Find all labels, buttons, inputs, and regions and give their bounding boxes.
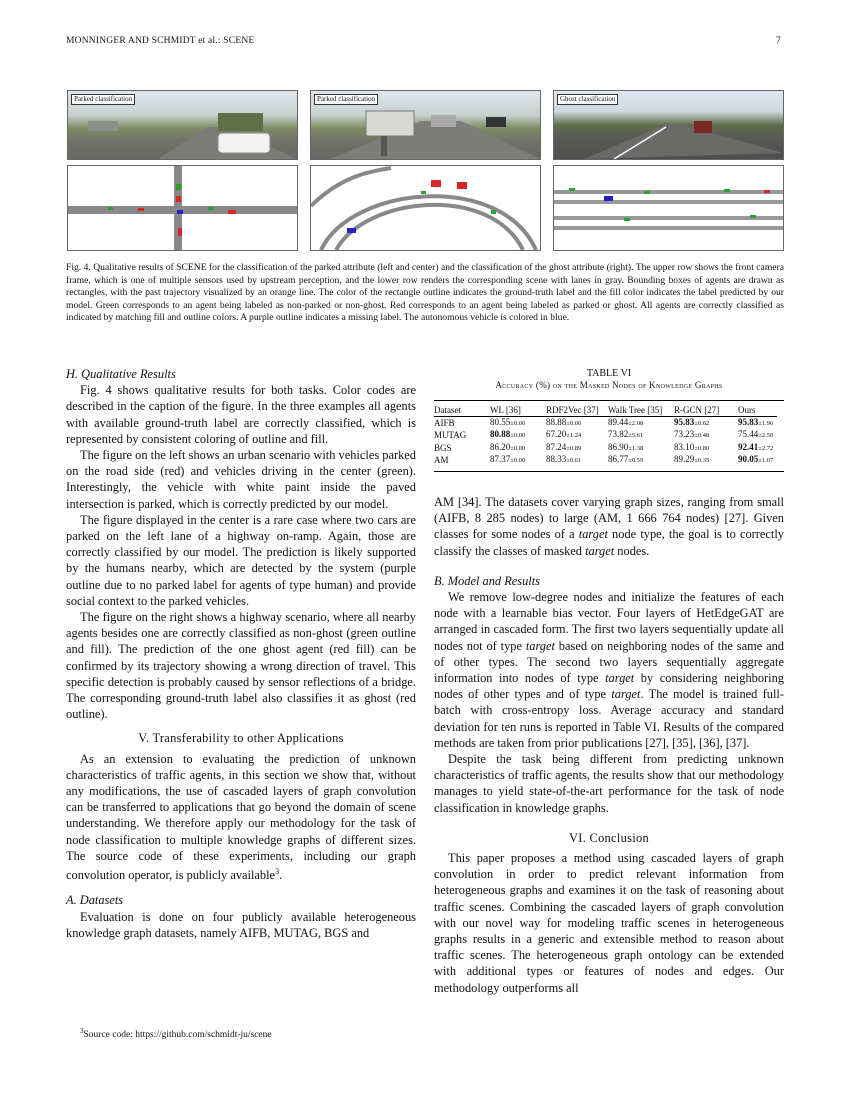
- dataset-name: BGS: [434, 442, 452, 453]
- table-cell: [490, 442, 546, 455]
- footnote-text: Source code: https://github.com/schmidt-ju/scene: [83, 1030, 272, 1041]
- paragraph: Evaluation is done on four publicly available heterogeneous knowledge graph datasets, namely AIFB, MUTAG, BGS and: [66, 909, 416, 940]
- cell-value: 75.44: [738, 429, 759, 439]
- dataset-name: MUTAG: [434, 430, 467, 440]
- scene-render-left: [67, 165, 298, 251]
- table-cell: [608, 442, 674, 455]
- cell-value: 95.83: [738, 416, 759, 427]
- cell-value: 92.41: [738, 441, 759, 452]
- cell-std: ±0.61: [566, 457, 582, 464]
- table-header-row: [434, 405, 777, 416]
- table-row: [434, 416, 777, 429]
- panel-label: Ghost classification: [557, 94, 618, 105]
- paragraph: Fig. 4 shows qualitative results for both tasks. Color codes are described in the caption of the figure. In the three examples all agents with available ground-truth label are correctly classified, which is represented by consistent coloring of outline and fill.: [66, 383, 416, 446]
- col-header: R-GCN [27]: [674, 405, 720, 415]
- table-cell: [738, 429, 777, 442]
- scene-lanes-right: [554, 166, 783, 250]
- paragraph: The figure displayed in the center is a rare case where two cars are parked on the left lane of a highway on-ramp. Again, those are correctly classified by our model. The prediction is likely supported by the humans nearby, which are detected by the system (purple outline due to no parked label for agents of type human) and provide social context to the parked vehicles.: [66, 512, 416, 608]
- cell-std: ±2.08: [628, 419, 644, 427]
- table-vi: [434, 400, 784, 472]
- table-cell: [490, 416, 546, 429]
- scene-lanes-center: [311, 166, 540, 250]
- scene-render-right: [553, 165, 784, 251]
- cell-std: ±0.48: [694, 432, 710, 439]
- section-title-h: H. Qualitative Results: [66, 367, 176, 381]
- col-header: WL [36]: [490, 405, 521, 415]
- cell-value: 90.05: [738, 454, 759, 464]
- cell-std: ±0.00: [510, 457, 526, 464]
- cell-std: ±0.35: [694, 457, 710, 464]
- cell-value: 73.82: [608, 429, 629, 439]
- table-cell: [674, 442, 738, 455]
- footnote: [80, 1027, 272, 1040]
- cell-std: ±0.89: [566, 444, 582, 452]
- cell-value: 80.55: [490, 416, 511, 427]
- paragraph: We remove low-degree nodes and initialize the features of each node with a learnable bias vector. Four layers of HetEdgeGAT are arranged in cascaded form. The first two layers sequentially update all nodes not of type target based on neighboring nodes of the same and of other types. The second two layers sequentially aggregate information into nodes of type target by considering neighboring nodes of other types and of type target. The model is trained full-batch with cross-entropy loss. Average accuracy and standard deviation for ten runs is reported in Table VI. Results of the compared methods are taken from prior publications [27], [35], [36], [37].: [434, 590, 784, 750]
- paragraph: AM [34]. The datasets cover varying graph sizes, ranging from small (AIFB, 8 285 nodes) to large (AM, 1 666 764 nodes) [27]. Given classes for some nodes of a target node type, the goal is to correctly classify the classes of masked target nodes.: [434, 495, 784, 558]
- table-cell: [674, 429, 738, 442]
- table-row: [434, 429, 777, 442]
- cell-value: 86.77: [608, 454, 629, 464]
- left-column: [66, 366, 416, 941]
- col-header: RDF2Vec [37]: [546, 405, 599, 415]
- table-cell: [608, 454, 674, 467]
- right-column: [434, 494, 784, 996]
- table-cell: [738, 442, 777, 455]
- table-cell: [546, 429, 608, 442]
- cell-value: 86.20: [490, 441, 511, 452]
- cell-value: 83.10: [674, 441, 695, 452]
- paragraph: The figure on the right shows a highway scenario, where all nearby agents besides one are correctly classified as non-ghost (green outline and fill). The prediction of the one ghost agent (red fill) can be confirmed by its trajectory showing a wrong direction of travel. This specific detection is probably caused by sensor reflections of a bridge. The corresponding ground-truth label also classifies it as ghost (red outline).: [66, 610, 416, 722]
- cell-std: ±0.80: [694, 444, 710, 452]
- table-cell: [674, 454, 738, 467]
- paragraph: As an extension to evaluating the prediction of unknown characteristics of traffic agents, in this section we show that, without any modifications, the use of cascaded layers of graph convolution can be transferred to applications that go beyond the domain of scene understanding. We therefore apply our methodology for the task of node classification to multiple knowledge graphs of different sizes. The source code of these experiments, including our graph convolution operator, is publicly available$^3$.: [66, 751, 416, 883]
- cell-std: ±1.38: [628, 444, 644, 452]
- cell-std: ±2.72: [758, 444, 774, 452]
- footnote-mark: 3: [80, 1027, 84, 1035]
- col-header: Dataset: [434, 405, 461, 415]
- table-cell: [490, 454, 546, 467]
- results-table: [434, 405, 777, 467]
- cell-std: ±0.00: [510, 419, 526, 427]
- cell-value: 89.44: [608, 416, 629, 427]
- cell-value: 88.88: [546, 416, 567, 427]
- paragraph-text: As an extension to evaluating the prediction of unknown characteristics of traffic agents, in this section we show that, without any modifications, the use of cascaded layers of graph convolution can be transferred to applications that go beyond the domain of scene understanding. We therefore apply our methodology for the task of node classification to multiple knowledge graphs of different sizes. The source code of these experiments, including our graph convolution operator, is publicly available: [66, 751, 416, 883]
- table-cell: [608, 429, 674, 442]
- cell-value: 87.24: [546, 441, 567, 452]
- cell-std: ±2.50: [758, 432, 774, 439]
- cell-value: 67.20: [546, 429, 567, 439]
- cell-value: 95.83: [674, 416, 695, 427]
- section-title-vi: VI. Conclusion: [569, 830, 649, 845]
- cell-std: ±0.00: [566, 419, 582, 427]
- camera-image-center: [310, 90, 541, 160]
- paragraph: The figure on the left shows an urban scenario with vehicles parked on the road side (red) and vehicles driving in the center (green). Interestingly, the vehicle with white paint inside the paved intersection is parked, which is correctly predicted by our model.: [66, 448, 416, 511]
- camera-image-left: [67, 90, 298, 160]
- table-cell: [546, 416, 608, 429]
- col-header: Walk Tree [35]: [608, 405, 663, 415]
- table-cell: [490, 429, 546, 442]
- cell-std: ±1.24: [566, 432, 582, 439]
- footnote-ref: 3: [275, 867, 280, 877]
- scene-lanes-left: [68, 166, 297, 250]
- scene-render-center: [310, 165, 541, 251]
- table-title: TABLE VI: [586, 368, 632, 379]
- table-cell: [546, 454, 608, 467]
- cell-std: ±0.62: [694, 419, 710, 427]
- running-header: MONNINGER AND SCHMIDT et al.: SCENE: [66, 36, 255, 46]
- cell-value: 89.29: [674, 454, 695, 464]
- dataset-name: AIFB: [434, 417, 455, 428]
- cell-std: ±1.96: [758, 419, 774, 427]
- paragraph: This paper proposes a method using cascaded layers of graph convolution in order to predict relevant information from heterogeneous graphs and examines it on the task of reasoning about traffic scenes. Combining the cascaded layers of graph convolution with our novel way for modeling traffic scenes in heterogeneous graphs results in a generic and extensible method to reason about traffic scenes. The heterogeneous graph ontology can be extended with additional types or features of nodes and edges. Our methodology outperforms all: [434, 851, 784, 995]
- cell-std: ±0.00: [510, 444, 526, 452]
- table-cell: [738, 416, 777, 429]
- paragraph: Despite the task being different from predicting unknown characteristics of traffic agents, the results show that our methodology manages to yield state-of-the-art performance for the task of node classification in knowledge graphs.: [434, 752, 784, 815]
- dataset-name: AM: [434, 455, 449, 465]
- cell-value: 73.23: [674, 429, 695, 439]
- cell-value: 87.37: [490, 454, 511, 464]
- cell-std: ±0.59: [628, 457, 644, 464]
- cell-std: ±1.07: [758, 457, 774, 464]
- cell-std: ±0.00: [510, 432, 526, 439]
- cell-std: ±5.61: [628, 432, 644, 439]
- camera-image-right: [553, 90, 784, 160]
- col-header: Ours: [738, 405, 756, 415]
- table-row: [434, 454, 777, 467]
- table-row: [434, 442, 777, 455]
- section-title-v: V. Transferability to other Applications: [138, 731, 344, 746]
- cell-value: 80.88: [490, 429, 511, 439]
- table-cell: [674, 416, 738, 429]
- cell-value: 86.90: [608, 441, 629, 452]
- table-cell: [608, 416, 674, 429]
- panel-label: Parked classification: [314, 94, 378, 105]
- section-title-b: B. Model and Results: [434, 573, 540, 588]
- table-subtitle: Accuracy (%) on the Masked Nodes of Knowledge Graphs: [495, 380, 723, 390]
- cell-value: 88.33: [546, 454, 567, 464]
- figure-caption: Fig. 4. Qualitative results of SCENE for the classification of the parked attribute (left and center) and the classification of the ghost attribute (right). The upper row shows the front camera frame, which is one of multiple sensors used by upstream perception, and the lower row renders the corresponding scene with lanes in gray. Bounding boxes of agents are drawn as rectangles, with the past trajectory visualized by an orange line. The color of the rectangle outline indicates the ground-truth label and the fill color indicates the label predicted by our model. Green corresponds to an agent being labeled as non-parked or non-ghost. Red corresponds to an agent being labeled as parked or ghost. All agents are correctly classified as indicated by matching fill and outline colors. A purple outline indicates a missing label. The autonomous vehicle is colored in blue.: [66, 262, 784, 324]
- panel-label: Parked classification: [71, 94, 135, 105]
- page-number: 7: [776, 36, 781, 46]
- table-cell: [546, 442, 608, 455]
- table-cell: [738, 454, 777, 467]
- section-title-a: A. Datasets: [66, 893, 124, 908]
